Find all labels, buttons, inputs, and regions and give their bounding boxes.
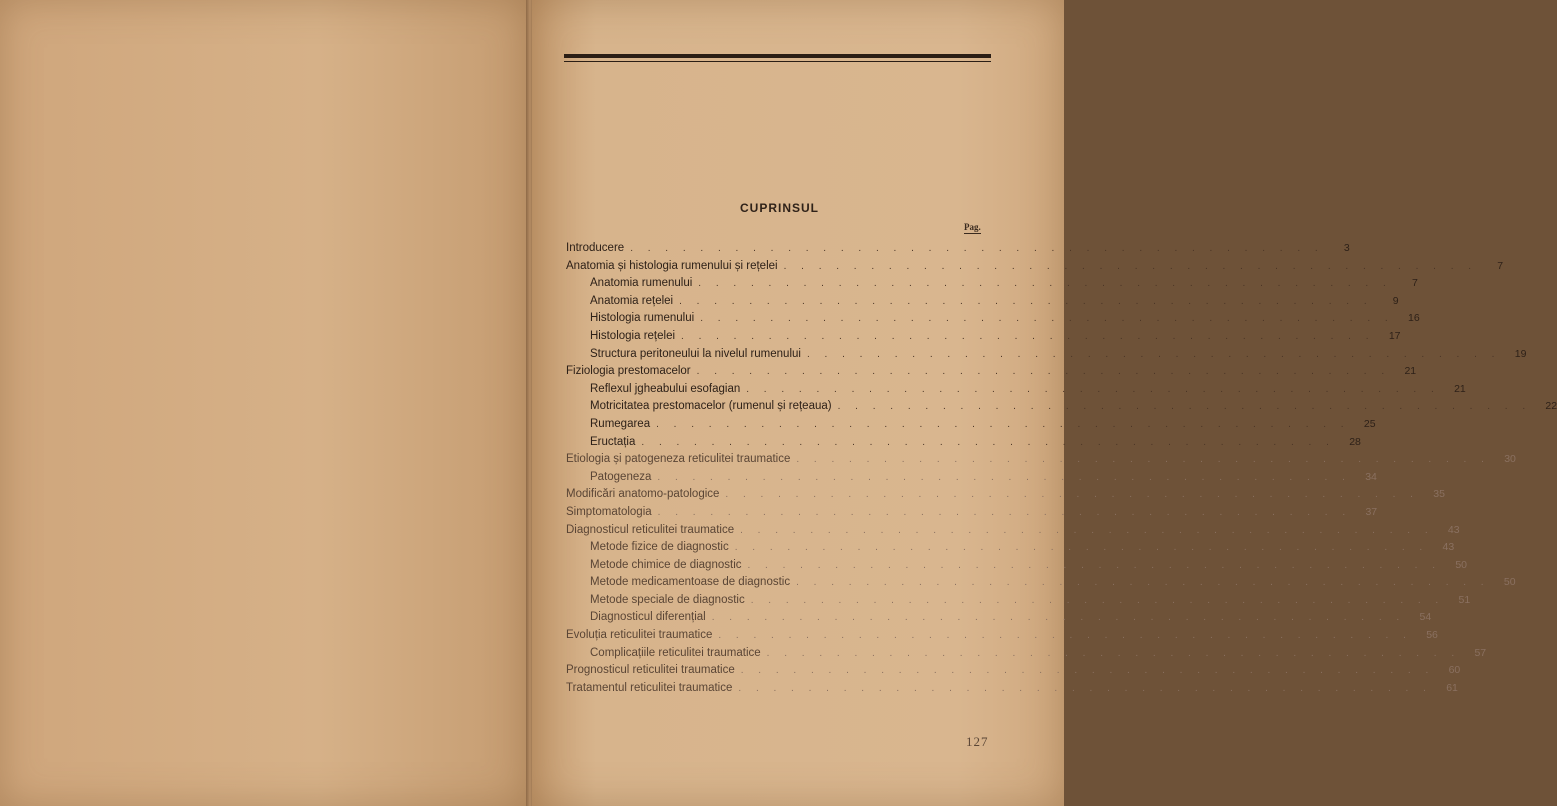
toc-entry bbox=[566, 523, 1460, 542]
toc-entry-page: 3 bbox=[1343, 242, 1350, 254]
dot-leader: . . . . . . . . . . . . . . . . . . . . . . . . . . . . . . . . . . . . . . . . bbox=[738, 682, 1432, 694]
toc-entry-page: 50 bbox=[1503, 576, 1516, 589]
toc-entry-title: Diagnosticul diferențial bbox=[590, 611, 706, 624]
toc-entry bbox=[566, 611, 1432, 629]
toc-entry bbox=[566, 681, 1458, 700]
dot-leader: . . . . . . . . . . . . . . . . . . . . . . . . . . . . . . . . . . . . . . . . bbox=[734, 542, 1429, 554]
toc-entry-page: 50 bbox=[1455, 558, 1467, 571]
dot-leader: . . . . . . . . . . . . . . . . . . . . . . . . . . . . . . . . . . . . . . . . bbox=[711, 612, 1406, 624]
toc-entry bbox=[566, 558, 1467, 577]
toc-title: CUPRINSUL bbox=[740, 201, 820, 215]
toc-entry bbox=[566, 435, 1361, 454]
toc-entry bbox=[566, 347, 1527, 366]
toc-entry-title: Etiologia și patogeneza reticulitei traumatice bbox=[566, 453, 791, 466]
toc-entry-title: Metode fizice de diagnostic bbox=[590, 541, 729, 554]
dot-leader: . . . . . . . . . . . . . . . . . . . . . . . . . . . . . . . . . . . . . . . . bbox=[725, 489, 1419, 501]
toc-entry bbox=[566, 277, 1418, 295]
toc-entry-page: 43 bbox=[1447, 523, 1460, 536]
toc-entry-page: 21 bbox=[1404, 365, 1417, 378]
toc-entry bbox=[566, 242, 1350, 260]
toc-entry bbox=[566, 453, 1516, 471]
toc-entry-title: Structura peritoneului la nivelul rumenului bbox=[590, 347, 801, 360]
toc-entry-page: 37 bbox=[1365, 505, 1378, 518]
toc-entry-page: 61 bbox=[1446, 681, 1458, 694]
toc-entry bbox=[566, 329, 1401, 348]
toc-entry-title: Evoluția reticulitei traumatice bbox=[566, 629, 713, 642]
dot-leader: . . . . . . . . . . . . . . . . . . . . . . . . . . . . . . . . . . . . . . . . bbox=[657, 471, 1351, 483]
toc-entry-page: 43 bbox=[1442, 541, 1455, 554]
toc-entry bbox=[566, 365, 1417, 383]
dot-leader: . . . . . . . . . . . . . . . . . . . . . . . . . . . . . . . . . . . . . . . . bbox=[641, 436, 1335, 448]
left-page bbox=[0, 0, 528, 806]
dot-leader: . . . . . . . . . . . . . . . . . . . . . . . . . . . . . . . . . . . . . . . . bbox=[806, 348, 1501, 360]
toc-entry-page: 60 bbox=[1448, 664, 1461, 677]
toc-entry-page: 21 bbox=[1454, 382, 1466, 395]
toc-entry-title: Anatomia și histologia rumenului și rețelei bbox=[566, 259, 778, 272]
toc-entry-title: Complicațiile reticulitei traumatice bbox=[590, 646, 761, 659]
dot-leader: . . . . . . . . . . . . . . . . . . . . . . . . . . . . . . . . . . . . . . . . bbox=[630, 243, 1324, 254]
toc-entry bbox=[566, 259, 1504, 278]
toc-entry bbox=[566, 488, 1445, 506]
toc-entry-page: 17 bbox=[1388, 329, 1401, 342]
toc-entry-title: Eructația bbox=[590, 435, 636, 448]
dot-leader: . . . . . . . . . . . . . . . . . . . . . . . . . . . . . . . . . . . . . . . . bbox=[698, 278, 1392, 290]
dot-leader: . . . . . . . . . . . . . . . . . . . . . . . . . . . . . . . . . . . . . . . . bbox=[796, 454, 1490, 466]
toc-entry-page: 7 bbox=[1497, 259, 1504, 272]
dot-leader: . . . . . . . . . . . . . . . . . . . . . . . . . . . . . . . . . . . . . . . . bbox=[656, 418, 1350, 430]
toc-entry-title: Introducere bbox=[566, 242, 625, 254]
page-number: 127 bbox=[966, 734, 989, 749]
toc-entry-title: Diagnosticul reticulitei traumatice bbox=[566, 523, 735, 536]
dot-leader: . . . . . . . . . . . . . . . . . . . . . . . . . . . . . . . . . . . . . . . . bbox=[700, 313, 1394, 325]
toc-entry-page: 51 bbox=[1458, 593, 1471, 606]
toc-entry-title: Prognosticul reticulitei traumatice bbox=[566, 664, 735, 677]
toc-entry-page: 35 bbox=[1433, 488, 1445, 501]
page-column-label: Pag. bbox=[964, 222, 981, 232]
toc-entry bbox=[566, 312, 1420, 330]
toc-entry-page: 34 bbox=[1365, 470, 1377, 483]
toc-entry-title: Reflexul jgheabului esofagian bbox=[590, 382, 741, 395]
toc-entry-page: 56 bbox=[1426, 629, 1438, 642]
toc-entry-page: 9 bbox=[1392, 294, 1399, 307]
toc-entry bbox=[566, 470, 1377, 489]
dot-leader: . . . . . . . . . . . . . . . . . . . . . . . . . . . . . . . . . . . . . . . . bbox=[740, 665, 1435, 677]
dot-leader: . . . . . . . . . . . . . . . . . . . . . . . . . . . . . . . . . . . . . . . . bbox=[746, 383, 1440, 395]
toc-entry-page: 57 bbox=[1474, 646, 1487, 659]
toc-entry-title: Simptomatologia bbox=[566, 505, 652, 518]
toc-entry-title: Histologia rețelei bbox=[590, 329, 676, 342]
toc-entry-title: Anatomia rețelei bbox=[590, 294, 674, 307]
toc-entry-page: 25 bbox=[1363, 417, 1376, 430]
dot-leader: . . . . . . . . . . . . . . . . . . . . . . . . . . . . . . . . . . . . . . . . bbox=[837, 401, 1532, 413]
toc-entry bbox=[566, 593, 1471, 612]
toc-entry-page: 7 bbox=[1411, 277, 1418, 290]
toc-entry bbox=[566, 541, 1455, 559]
toc-entry bbox=[566, 576, 1516, 594]
toc-entry-title: Motricitatea prestomacelor (rumenul și rețeaua) bbox=[590, 400, 832, 413]
dot-leader: . . . . . . . . . . . . . . . . . . . . . . . . . . . . . . . . . . . . . . . . bbox=[657, 506, 1352, 518]
toc-entry-title: Tratamentul reticulitei traumatice bbox=[566, 681, 733, 694]
toc-entry bbox=[566, 417, 1376, 436]
toc-entry-page: 28 bbox=[1349, 435, 1361, 448]
dot-leader: . . . . . . . . . . . . . . . . . . . . . . . . . . . . . . . . . . . . . . . . bbox=[696, 366, 1391, 378]
dot-leader: . . . . . . . . . . . . . . . . . . . . . . . . . . . . . . . . . . . . . . . . bbox=[740, 524, 1434, 536]
toc-entry bbox=[566, 629, 1438, 647]
toc-entry-title: Fiziologia prestomacelor bbox=[566, 365, 691, 378]
dot-leader: . . . . . . . . . . . . . . . . . . . . . . . . . . . . . . . . . . . . . . . . bbox=[766, 647, 1461, 659]
toc-entry-page: 30 bbox=[1504, 453, 1516, 466]
toc-entry-title: Modificări anatomo-patologice bbox=[566, 488, 720, 501]
toc-entry-title: Rumegarea bbox=[590, 417, 651, 430]
toc-entry-title: Metode medicamentoase de diagnostic bbox=[590, 576, 791, 589]
dot-leader: . . . . . . . . . . . . . . . . . . . . . . . . . . . . . . . . . . . . . . . . bbox=[747, 559, 1441, 571]
toc-entry-title: Metode speciale de diagnostic bbox=[590, 593, 745, 606]
toc-entry bbox=[566, 294, 1399, 313]
toc-entry bbox=[566, 400, 1557, 418]
dot-leader: . . . . . . . . . . . . . . . . . . . . . . . . . . . . . . . . . . . . . . . . bbox=[796, 577, 1490, 589]
toc-entry bbox=[566, 646, 1487, 665]
toc-entry-page: 16 bbox=[1408, 312, 1420, 325]
toc-entry-page: 22 bbox=[1545, 400, 1557, 413]
table-of-contents bbox=[566, 242, 1557, 699]
dot-leader: . . . . . . . . . . . . . . . . . . . . . . . . . . . . . . . . . . . . . . . . bbox=[718, 630, 1412, 642]
header-rule-thin bbox=[564, 61, 991, 62]
toc-entry bbox=[566, 664, 1461, 682]
toc-entry-title: Anatomia rumenului bbox=[590, 277, 693, 290]
header-rule-thick bbox=[564, 54, 991, 58]
toc-entry-page: 19 bbox=[1514, 347, 1527, 360]
toc-entry-title: Metode chimice de diagnostic bbox=[590, 558, 742, 571]
dot-leader: . . . . . . . . . . . . . . . . . . . . . . . . . . . . . . . . . . . . . . . . bbox=[783, 260, 1478, 272]
toc-entry-title: Histologia rumenului bbox=[590, 312, 695, 325]
toc-entry-page: 54 bbox=[1419, 611, 1432, 624]
toc-entry-title: Patogeneza bbox=[590, 470, 652, 483]
toc-entry bbox=[566, 505, 1378, 524]
dot-leader: . . . . . . . . . . . . . . . . . . . . . . . . . . . . . . . . . . . . . . . . bbox=[679, 295, 1373, 307]
toc-entry bbox=[566, 382, 1466, 401]
dot-leader: . . . . . . . . . . . . . . . . . . . . . . . . . . . . . . . . . . . . . . . . bbox=[681, 330, 1375, 342]
dot-leader: . . . . . . . . . . . . . . . . . . . . . . . . . . . . . . . . . . . . . . . . bbox=[750, 594, 1445, 606]
